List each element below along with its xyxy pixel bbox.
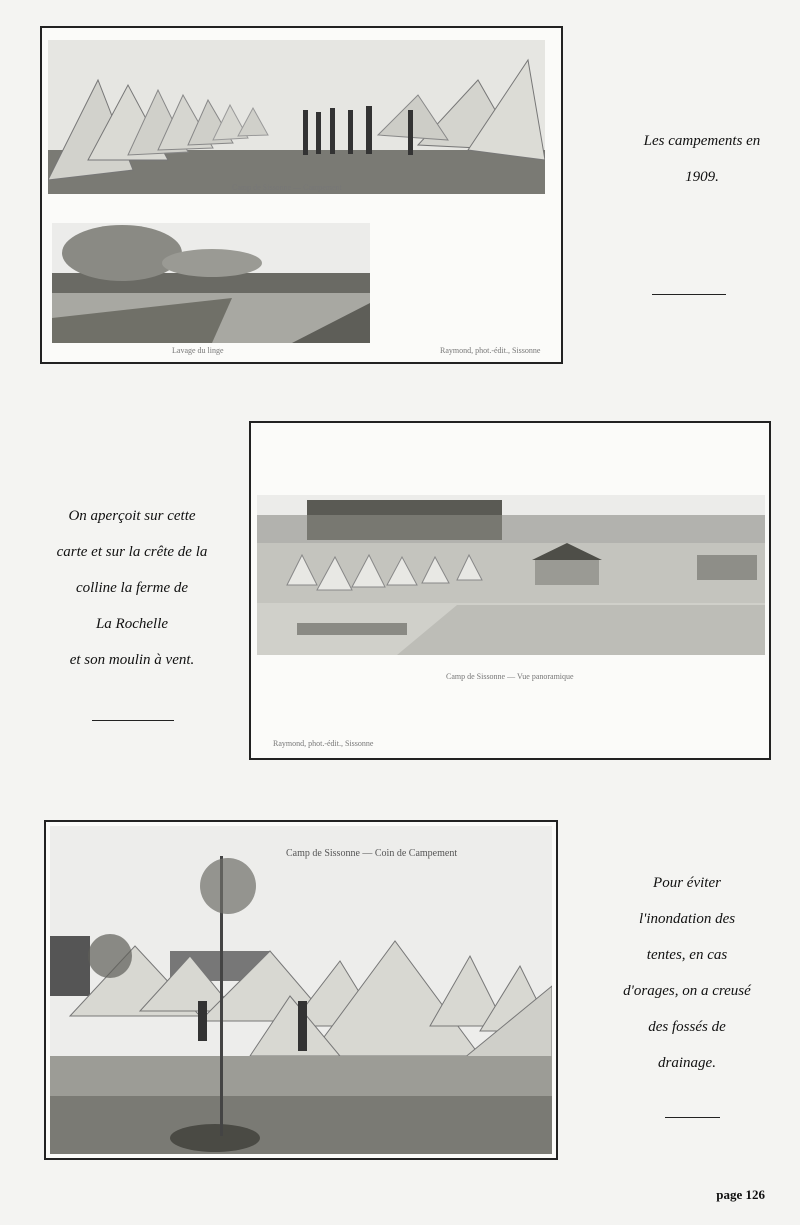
text-line: La Rochelle xyxy=(95,616,169,632)
text-line: d'orages, on a creusé xyxy=(623,983,751,999)
text-line: On aperçoit sur cette xyxy=(68,508,196,524)
text-line: drainage. xyxy=(658,1055,716,1071)
caption-publisher-2: Raymond, phot.-édit., Sissonne xyxy=(273,739,374,748)
postcard-campement xyxy=(40,26,563,364)
photo-washing-laundry xyxy=(52,223,370,343)
caption-coin-de-campement: Camp de Sissonne — Coin de Campement xyxy=(286,848,458,859)
caption-publisher-1: Raymond, phot.-édit., Sissonne xyxy=(440,346,541,355)
text-line: carte et sur la crête de la xyxy=(56,544,208,560)
text-line: Les campements en xyxy=(643,133,761,149)
caption-lavage: Lavage du linge xyxy=(172,346,224,355)
caption-campement: Camp de Sissonne — Campement xyxy=(232,183,342,192)
postcard-vue-panoramique xyxy=(249,421,771,760)
text-line: et son moulin à vent. xyxy=(69,652,195,668)
divider-rule xyxy=(92,720,174,721)
photo-tent-rows xyxy=(48,40,545,194)
photo-panorama xyxy=(257,495,765,655)
text-fosses-drainage xyxy=(582,865,792,1081)
text-line: colline la ferme de xyxy=(75,580,189,596)
text-campements-1909 xyxy=(612,123,792,195)
text-line: tentes, en cas xyxy=(646,947,728,963)
text-line: l'inondation des xyxy=(638,911,736,927)
divider-rule xyxy=(652,294,726,295)
text-line: 1909. xyxy=(685,169,719,185)
photo-tents-drainage xyxy=(50,826,552,1154)
page-number: page 126 xyxy=(716,1187,765,1202)
text-line: Pour éviter xyxy=(653,875,721,891)
text-ferme-la-rochelle xyxy=(22,498,242,678)
caption-vue-panoramique: Camp de Sissonne — Vue panoramique xyxy=(446,672,574,681)
text-line: des fossés de xyxy=(648,1019,726,1035)
postcard-coin-de-campement xyxy=(44,820,558,1160)
divider-rule xyxy=(665,1117,720,1118)
